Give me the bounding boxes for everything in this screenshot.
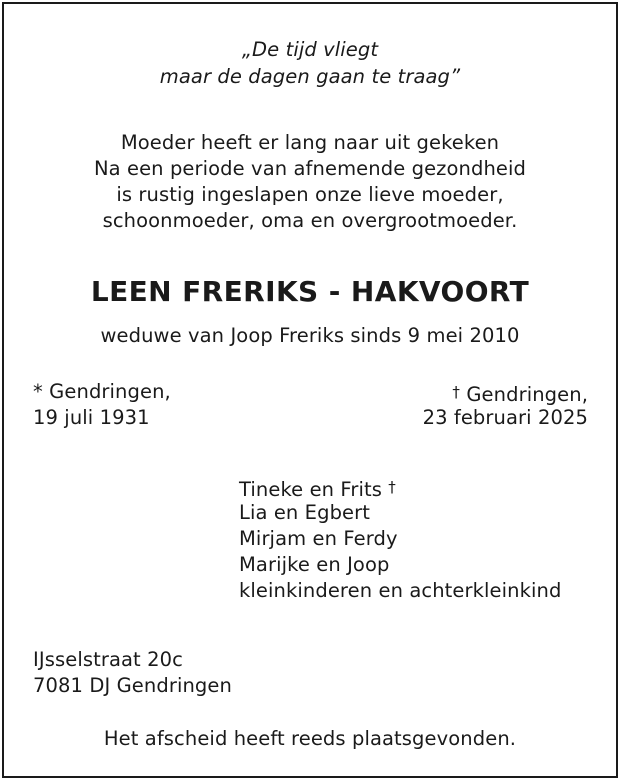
family-line-1 (239, 474, 396, 503)
quote-line-2: maar de dagen gaan te traag” (159, 65, 461, 88)
intro-line-3: is rustig ingeslapen onze lieve moeder, (116, 183, 504, 206)
quote-line-1: „De tijd vliegt (241, 38, 379, 61)
intro-line-1: Moeder heeft er lang naar uit gekeken (120, 131, 500, 154)
birth-place-line (33, 379, 171, 405)
address-city: 7081 DJ Gendringen (33, 674, 232, 697)
family-line-2: Lia en Egbert (239, 501, 371, 524)
family-line-4: Marijke en Joop (239, 553, 390, 576)
family-line-3: Mirjam en Ferdy (239, 527, 398, 550)
family-line-5: kleinkinderen en achterkleinkind (239, 579, 562, 602)
death-cross-icon: † (452, 383, 461, 401)
death-date: 23 februari 2025 (422, 406, 588, 429)
intro-line-4: schoonmoeder, oma en overgrootmoeder. (102, 209, 518, 232)
birth-date: 19 juli 1931 (33, 406, 150, 429)
death-place: Gendringen, (466, 383, 588, 406)
birth-place: Gendringen, (49, 380, 171, 403)
intro-line-2: Na een periode van afnemende gezondheid (93, 157, 527, 180)
family-first: Tineke en Frits (239, 478, 382, 501)
birth-symbol: * (33, 380, 43, 403)
death-place-line (452, 379, 588, 408)
family-cross-icon: † (388, 478, 396, 496)
closing-line: Het afscheid heeft reeds plaatsgevonden. (103, 727, 517, 750)
address-street: IJsselstraat 20c (33, 648, 183, 671)
deceased-name: LEEN FRERIKS - HAKVOORT (90, 275, 530, 308)
widow-line: weduwe van Joop Freriks sinds 9 mei 2010 (100, 324, 520, 347)
